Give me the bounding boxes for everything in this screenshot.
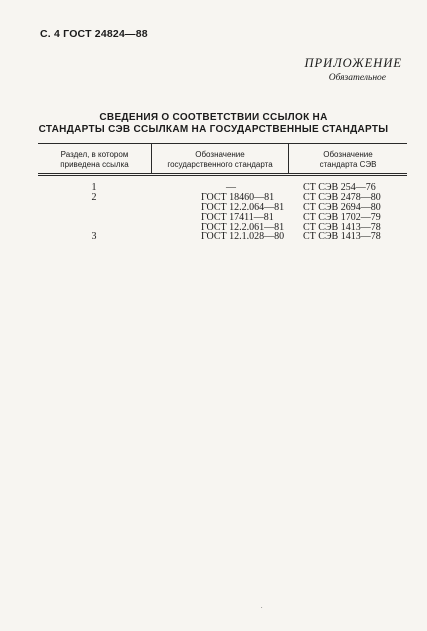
footer-mark: . <box>261 604 263 610</box>
table-cell-section: 2 <box>91 192 97 203</box>
column-header-sev <box>289 150 407 170</box>
table-top-rule <box>38 143 407 144</box>
table-cell-sev: СТ СЭВ 1413—78 <box>303 222 381 233</box>
column-header-section-line-2: приведена ссылка <box>60 160 129 169</box>
column-header-sev-line-1: Обозначение <box>323 150 373 159</box>
column-header-gost-line-1: Обозначение <box>195 150 245 159</box>
table-cell-sev: СТ СЭВ 1702—79 <box>303 212 381 223</box>
appendix-title: ПРИЛОЖЕНИЕ <box>304 56 402 70</box>
column-header-gost-line-2: государственного стандарта <box>167 160 273 169</box>
appendix-subtitle: Обязательное <box>328 73 386 83</box>
document-title-line-1: СВЕДЕНИЯ О СООТВЕТСТВИИ ССЫЛОК НА <box>99 112 328 123</box>
table-cell-sev: СТ СЭВ 2478—80 <box>303 192 381 203</box>
table-header-rule <box>38 173 407 174</box>
table-cell-sev: СТ СЭВ 1413—78 <box>303 231 381 242</box>
document-title-line-2: СТАНДАРТЫ СЭВ ССЫЛКАМ НА ГОСУДАРСТВЕННЫЕ СТАНДАРТЫ <box>38 124 389 135</box>
table-cell-sev: СТ СЭВ 254—76 <box>303 182 376 193</box>
column-header-section-line-1: Раздел, в котором <box>60 150 129 159</box>
table-cell-gost: ГОСТ 18460—81 <box>201 192 275 203</box>
column-header-section <box>38 150 151 170</box>
table-cell-gost: ГОСТ 17411—81 <box>201 212 274 223</box>
table-cell-gost: ГОСТ 12.2.061—81 <box>201 222 285 233</box>
table-header-rule-double <box>38 175 407 176</box>
page-header: С. 4 ГОСТ 24824—88 <box>40 28 148 40</box>
table-cell-gost: — <box>226 182 236 193</box>
column-header-gost <box>152 150 288 170</box>
table-cell-gost: ГОСТ 12.1.028—80 <box>201 231 285 242</box>
table-cell-section: 3 <box>91 231 97 242</box>
table-cell-gost: ГОСТ 12.2.064—81 <box>201 202 285 213</box>
table-cell-sev: СТ СЭВ 2694—80 <box>303 202 381 213</box>
table-cell-section: 1 <box>91 182 97 193</box>
column-header-sev-line-2: стандарта СЭВ <box>319 160 377 169</box>
